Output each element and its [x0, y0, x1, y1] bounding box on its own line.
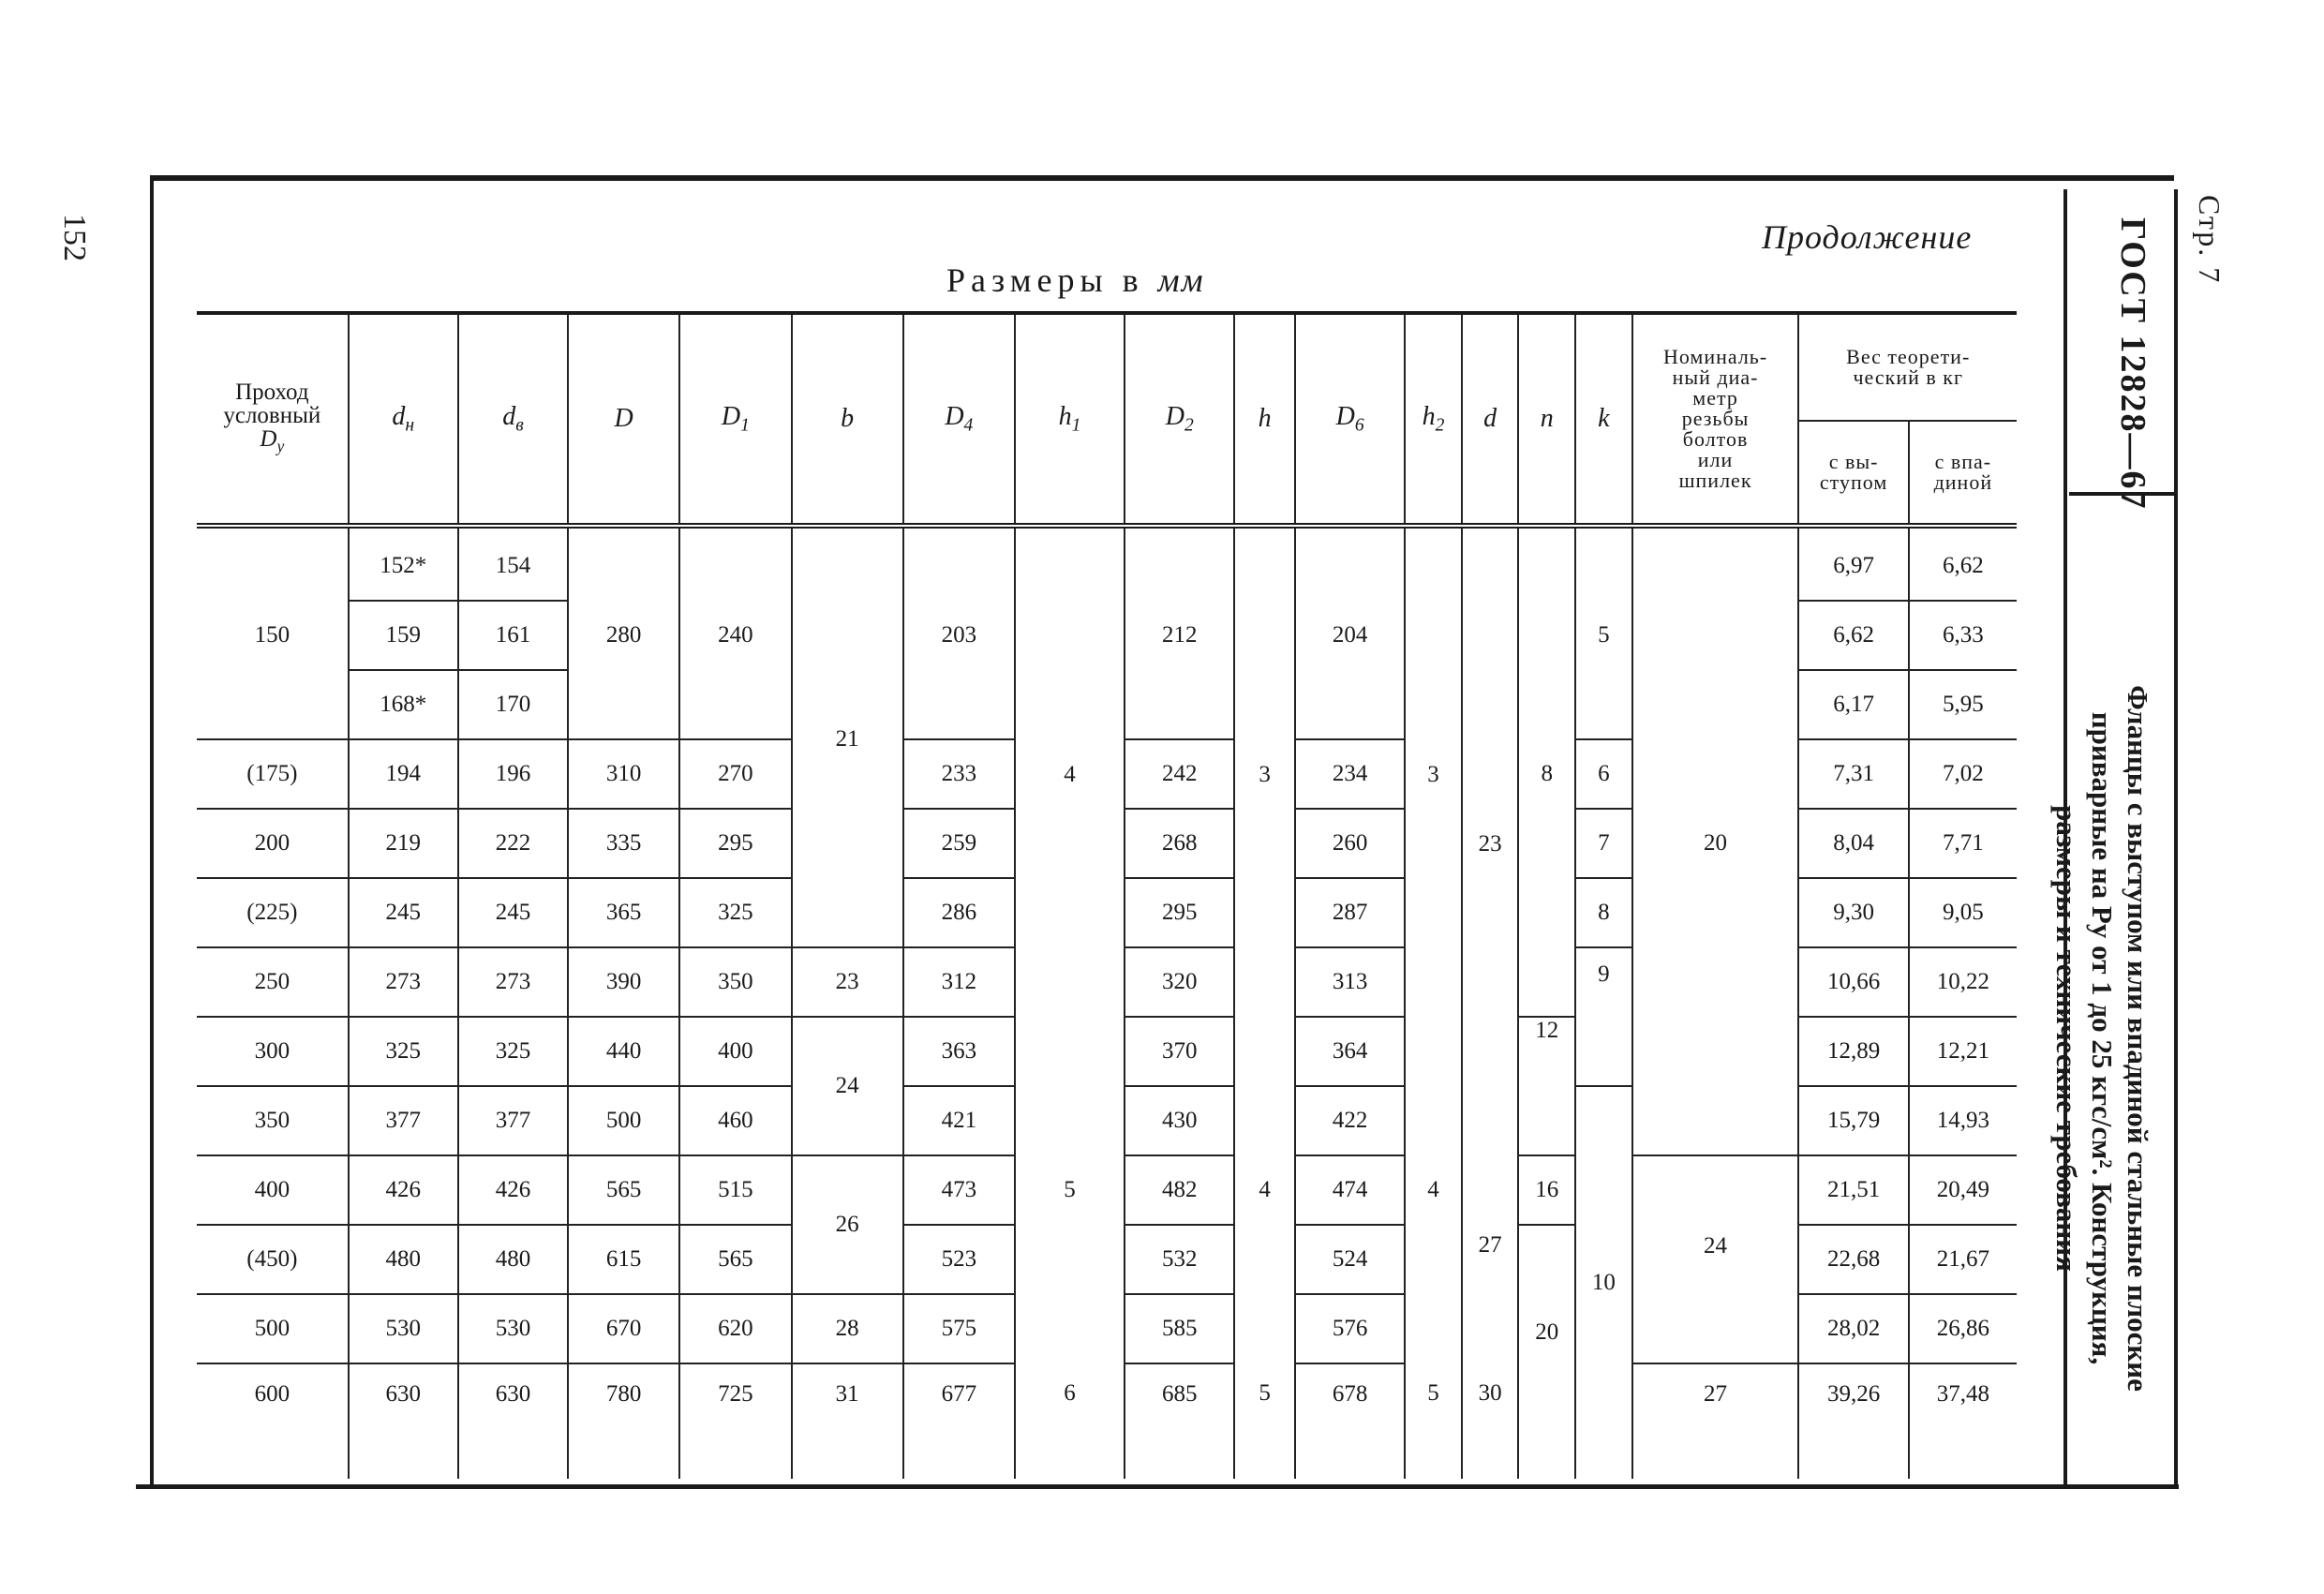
dimensions-table: [197, 311, 2017, 1479]
cell-D4: 575: [903, 1294, 1015, 1363]
cell-D: 670: [568, 1294, 679, 1363]
cell-D1: 400: [679, 1017, 791, 1086]
cell-b: 26: [792, 1155, 903, 1294]
cell-dn: 273: [349, 947, 458, 1017]
cell-dv: 273: [458, 947, 568, 1017]
header-h: h: [1234, 313, 1295, 526]
cell-D2: 532: [1125, 1225, 1234, 1294]
cell-weight-protrusion: 9,30: [1798, 878, 1908, 947]
frame-top-rule: [150, 175, 2174, 181]
cell-k: 7: [1575, 809, 1632, 878]
header-b: b: [792, 313, 903, 526]
cell-dv: 530: [458, 1294, 568, 1363]
cell-dv: 170: [458, 670, 568, 739]
cell-dy: 600: [197, 1363, 349, 1479]
cell-D: 280: [568, 526, 679, 739]
units-caption: [946, 261, 1205, 300]
cell-b: 23: [792, 947, 903, 1017]
cell-D: 615: [568, 1225, 679, 1294]
header-weight-protrusion: с вы- ступом: [1798, 421, 1908, 526]
cell-D: 500: [568, 1086, 679, 1155]
cell-D1: 725: [679, 1363, 791, 1479]
cell-D6: 364: [1295, 1017, 1405, 1086]
cell-D6: 260: [1295, 809, 1405, 878]
cell-weight-protrusion: 7,31: [1798, 739, 1908, 809]
frame-left-rule: [150, 178, 154, 1487]
cell-weight-recess: 26,86: [1909, 1294, 2017, 1363]
cell-dv: 245: [458, 878, 568, 947]
gost-stamp: ГОСТ 12828—67: [2113, 217, 2153, 511]
cell-weight-protrusion: 21,51: [1798, 1155, 1908, 1225]
cell-D4: 203: [903, 526, 1015, 739]
cell-D1: 460: [679, 1086, 791, 1155]
header-D1: $D_1$: [679, 313, 791, 526]
header-D4: $D_4$: [903, 313, 1015, 526]
cell-D1: 270: [679, 739, 791, 809]
continuation-label: Продолжение: [1762, 218, 1973, 256]
cell-weight-recess: 6,62: [1909, 526, 2017, 601]
cell-h2: 4: [1405, 1017, 1462, 1363]
cell-D4: 523: [903, 1225, 1015, 1294]
cell-dy: 200: [197, 809, 349, 878]
cell-dn: 159: [349, 601, 458, 670]
cell-D4: 233: [903, 739, 1015, 809]
cell-dn: 480: [349, 1225, 458, 1294]
cell-dv: 377: [458, 1086, 568, 1155]
title-line: Фланцы с выступом или впадиной стальные плоские: [2122, 685, 2154, 1392]
cell-dn: 219: [349, 809, 458, 878]
cell-D6: 678: [1295, 1363, 1405, 1479]
header-D: D: [568, 313, 679, 526]
cell-h: 3: [1234, 526, 1295, 1017]
header-h2: $h_2$: [1405, 313, 1462, 526]
cell-weight-recess: 37,48: [1909, 1363, 2017, 1479]
cell-dn: 168*: [349, 670, 458, 739]
cell-D: 780: [568, 1363, 679, 1479]
cell-D6: 287: [1295, 878, 1405, 947]
title-line: размеры и технические требования: [2050, 805, 2083, 1272]
cell-D4: 363: [903, 1017, 1015, 1086]
cell-D4: 677: [903, 1363, 1015, 1479]
cell-D2: 212: [1125, 526, 1234, 739]
cell-h: 5: [1234, 1363, 1295, 1479]
cell-D6: 234: [1295, 739, 1405, 809]
cell-weight-protrusion: 22,68: [1798, 1225, 1908, 1294]
cell-weight-protrusion: 6,62: [1798, 601, 1908, 670]
cell-weight-recess: 10,22: [1909, 947, 2017, 1017]
cell-n: 20: [1518, 1225, 1575, 1479]
cell-k: 9: [1575, 947, 1632, 1086]
cell-D2: 430: [1125, 1086, 1234, 1155]
cell-D6: 576: [1295, 1294, 1405, 1363]
cell-dn: 377: [349, 1086, 458, 1155]
cell-D1: 295: [679, 809, 791, 878]
cell-b: 31: [792, 1363, 903, 1479]
cell-dn: 325: [349, 1017, 458, 1086]
cell-h: 4: [1234, 1017, 1295, 1363]
cell-D2: 370: [1125, 1017, 1234, 1086]
title-line: приварные на Pу от 1 до 25 кгс/см². Конструкция,: [2086, 711, 2119, 1365]
cell-n: 8: [1518, 526, 1575, 1017]
cell-dv: 154: [458, 526, 568, 601]
header-bolt-diameter: Номиналь- ный диа- метр резьбы болтов или шпилек: [1632, 313, 1799, 526]
cell-D1: 565: [679, 1225, 791, 1294]
cell-weight-protrusion: 6,97: [1798, 526, 1908, 601]
cell-dn: 245: [349, 878, 458, 947]
cell-weight-recess: 20,49: [1909, 1155, 2017, 1225]
cell-k: 8: [1575, 878, 1632, 947]
header-dn: $d_н$: [349, 313, 458, 526]
cell-D2: 320: [1125, 947, 1234, 1017]
cell-dy: 250: [197, 947, 349, 1017]
cell-bolt: 27: [1632, 1363, 1799, 1479]
cell-h1: 6: [1015, 1363, 1125, 1479]
cell-D6: 204: [1295, 526, 1405, 739]
frame-bottom-rule: [136, 1484, 2179, 1489]
cell-D2: 482: [1125, 1155, 1234, 1225]
cell-dv: 196: [458, 739, 568, 809]
cell-dv: 325: [458, 1017, 568, 1086]
cell-k: 5: [1575, 526, 1632, 739]
units-caption-unit: мм: [1157, 261, 1205, 299]
cell-dn: 530: [349, 1294, 458, 1363]
cell-dv: 480: [458, 1225, 568, 1294]
cell-dy: 350: [197, 1086, 349, 1155]
cell-weight-recess: 21,67: [1909, 1225, 2017, 1294]
cell-D2: 295: [1125, 878, 1234, 947]
cell-weight-recess: 7,71: [1909, 809, 2017, 878]
cell-k: 10: [1575, 1086, 1632, 1479]
cell-weight-protrusion: 15,79: [1798, 1086, 1908, 1155]
cell-weight-recess: 6,33: [1909, 601, 2017, 670]
cell-dy: (175): [197, 739, 349, 809]
cell-D4: 473: [903, 1155, 1015, 1225]
cell-D2: 268: [1125, 809, 1234, 878]
cell-d: 27: [1462, 1155, 1519, 1363]
header-dy: Проход условный $D_у$: [197, 313, 349, 526]
units-caption-prefix: Размеры в: [946, 261, 1144, 299]
cell-D6: 474: [1295, 1155, 1405, 1225]
cell-D: 310: [568, 739, 679, 809]
cell-D4: 259: [903, 809, 1015, 878]
table-row: [197, 1363, 2017, 1479]
cell-dy: 300: [197, 1017, 349, 1086]
page-number-left: 152: [57, 214, 92, 261]
cell-dv: 426: [458, 1155, 568, 1225]
table-row: [197, 526, 2017, 601]
cell-h2: 5: [1405, 1363, 1462, 1479]
cell-D2: 685: [1125, 1363, 1234, 1479]
cell-dy: 400: [197, 1155, 349, 1225]
cell-D2: 242: [1125, 739, 1234, 809]
cell-D4: 286: [903, 878, 1015, 947]
cell-bolt: 24: [1632, 1155, 1799, 1363]
header-k: k: [1575, 313, 1632, 526]
cell-h1: 4: [1015, 526, 1125, 1017]
cell-dv: 630: [458, 1363, 568, 1479]
header-D6: $D_6$: [1295, 313, 1405, 526]
header-dv: $d_в$: [458, 313, 568, 526]
cell-weight-protrusion: 6,17: [1798, 670, 1908, 739]
cell-dn: 426: [349, 1155, 458, 1225]
cell-dy: 150: [197, 526, 349, 739]
cell-D4: 312: [903, 947, 1015, 1017]
cell-D: 365: [568, 878, 679, 947]
header-weight: Вес теорети- ческий в кг: [1798, 313, 2017, 421]
cell-D6: 524: [1295, 1225, 1405, 1294]
cell-weight-protrusion: 8,04: [1798, 809, 1908, 878]
cell-dy: (225): [197, 878, 349, 947]
cell-D: 335: [568, 809, 679, 878]
cell-dy: (450): [197, 1225, 349, 1294]
cell-dv: 222: [458, 809, 568, 878]
cell-D1: 515: [679, 1155, 791, 1225]
cell-bolt: 20: [1632, 526, 1799, 1155]
cell-dn: 194: [349, 739, 458, 809]
cell-dn: 152*: [349, 526, 458, 601]
cell-d: 30: [1462, 1363, 1519, 1479]
cell-D1: 240: [679, 526, 791, 739]
header-n: n: [1518, 313, 1575, 526]
cell-weight-protrusion: 28,02: [1798, 1294, 1908, 1363]
cell-dy: 500: [197, 1294, 349, 1363]
cell-n: 12: [1518, 1017, 1575, 1155]
cell-weight-recess: 7,02: [1909, 739, 2017, 809]
cell-k: 6: [1575, 739, 1632, 809]
cell-dv: 161: [458, 601, 568, 670]
cell-weight-recess: 9,05: [1909, 878, 2017, 947]
header-h1: $h_1$: [1015, 313, 1125, 526]
cell-b: 28: [792, 1294, 903, 1363]
cell-n: 16: [1518, 1155, 1575, 1225]
cell-b: 24: [792, 1017, 903, 1155]
cell-D4: 421: [903, 1086, 1015, 1155]
cell-b: 21: [792, 526, 903, 947]
frame-right-rule: [2174, 189, 2178, 1487]
header-weight-recess: с впа- диной: [1909, 421, 2017, 526]
cell-D2: 585: [1125, 1294, 1234, 1363]
cell-D: 390: [568, 947, 679, 1017]
cell-weight-protrusion: 39,26: [1798, 1363, 1908, 1479]
cell-weight-protrusion: 12,89: [1798, 1017, 1908, 1086]
cell-weight-recess: 12,21: [1909, 1017, 2017, 1086]
cell-D1: 350: [679, 947, 791, 1017]
cell-weight-recess: 14,93: [1909, 1086, 2017, 1155]
header-D2: $D_2$: [1125, 313, 1234, 526]
cell-D1: 620: [679, 1294, 791, 1363]
cell-weight-protrusion: 10,66: [1798, 947, 1908, 1017]
cell-weight-recess: 5,95: [1909, 670, 2017, 739]
cell-h1: 5: [1015, 1017, 1125, 1363]
cell-D: 440: [568, 1017, 679, 1086]
cell-dn: 630: [349, 1363, 458, 1479]
cell-h2: 3: [1405, 526, 1462, 1017]
cell-d: 23: [1462, 526, 1519, 1155]
cell-D6: 422: [1295, 1086, 1405, 1155]
cell-D: 565: [568, 1155, 679, 1225]
cell-D6: 313: [1295, 947, 1405, 1017]
page-stamp: Стр. 7: [2193, 195, 2227, 285]
cell-D1: 325: [679, 878, 791, 947]
header-d: d: [1462, 313, 1519, 526]
document-title: [2048, 570, 2155, 1507]
